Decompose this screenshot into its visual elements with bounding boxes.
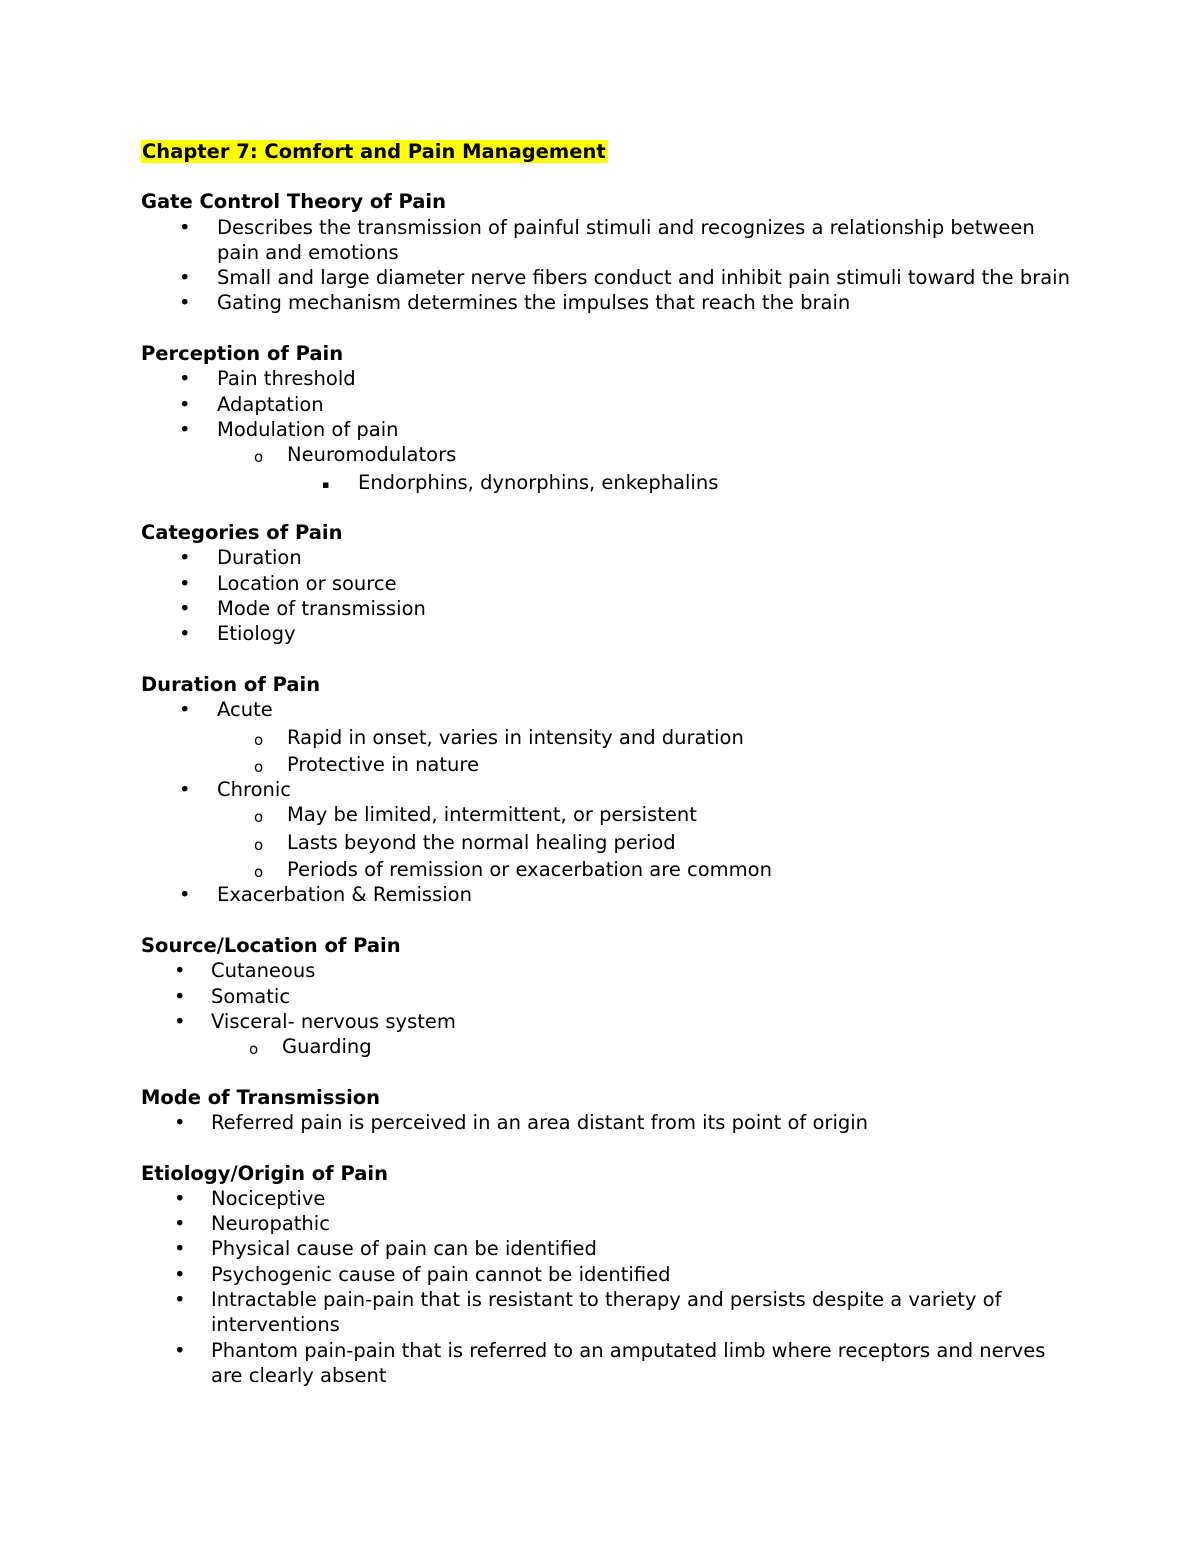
list-item	[141, 1009, 1071, 1034]
bullet-disc-icon: •	[179, 698, 191, 722]
bullet-circle-icon: o	[254, 863, 264, 882]
list-item-text: Psychogenic cause of pain cannot be identified	[211, 1262, 671, 1286]
list-item	[141, 697, 1071, 722]
bullet-disc-icon: •	[179, 622, 191, 646]
list-item	[141, 1236, 1071, 1261]
sub-list-item	[141, 857, 1071, 882]
list-item-text: Adaptation	[217, 392, 324, 416]
section-gate-control	[141, 189, 1071, 315]
section-duration	[141, 672, 1071, 908]
list-item-text: Duration	[217, 546, 302, 570]
list-item-text: Physical cause of pain can be identified	[211, 1237, 597, 1261]
sub-list-item	[141, 752, 1071, 777]
section-mode-transmission	[141, 1085, 1071, 1136]
section-heading: Mode of Transmission	[141, 1085, 381, 1109]
bullet-disc-icon: •	[179, 571, 191, 595]
sub-list-item	[141, 725, 1071, 750]
list-item-text: Referred pain is perceived in an area distant from its point of origin	[211, 1110, 869, 1134]
bullet-disc-icon: •	[179, 291, 191, 315]
list-item-text: Visceral- nervous system	[211, 1009, 456, 1033]
list-item	[141, 1338, 1071, 1389]
list-item-text: Protective in nature	[287, 752, 479, 776]
bullet-disc-icon: •	[179, 215, 191, 239]
bullet-disc-icon: •	[179, 597, 191, 621]
list-item-text: Cutaneous	[211, 959, 316, 983]
list-item-text: Endorphins, dynorphins, enkephalins	[358, 470, 719, 494]
list-item	[141, 958, 1071, 983]
bullet-circle-icon: o	[254, 835, 264, 854]
bullet-disc-icon: •	[174, 959, 186, 983]
bullet-square-icon: ▪	[322, 477, 330, 491]
list-item-text: Intractable pain-pain that is resistant to therapy and persists despite a variety of interventions	[211, 1288, 1002, 1337]
bullet-disc-icon: •	[179, 266, 191, 290]
list-item-text: Etiology	[217, 622, 296, 646]
list-item-text: Exacerbation & Remission	[217, 883, 472, 907]
bullet-disc-icon: •	[174, 984, 186, 1008]
list-item-text: Phantom pain-pain that is referred to an amputated limb where receptors and nerves are clearly absent	[211, 1338, 1046, 1387]
section-heading: Etiology/Origin of Pain	[141, 1161, 388, 1185]
list-item-text: Describes the transmission of painful stimuli and recognizes a relationship between pain and emotions	[217, 215, 1035, 264]
list-item	[141, 596, 1071, 621]
section-source-location	[141, 933, 1071, 1059]
sub-list-item	[141, 802, 1071, 827]
list-item-text: Acute	[217, 698, 273, 722]
list-item-text: Neuromodulators	[287, 443, 457, 467]
bullet-circle-icon: o	[254, 757, 264, 776]
list-item-text: Guarding	[282, 1035, 372, 1059]
sub-sub-list-item	[141, 470, 1071, 495]
list-item	[141, 777, 1071, 802]
bullet-disc-icon: •	[179, 546, 191, 570]
section-heading: Gate Control Theory of Pain	[141, 190, 446, 214]
list-item	[141, 392, 1071, 417]
list-item-text: May be limited, intermittent, or persistent	[287, 803, 697, 827]
bullet-disc-icon: •	[179, 883, 191, 907]
list-item	[141, 621, 1071, 646]
list-item-text: Mode of transmission	[217, 597, 426, 621]
section-categories	[141, 520, 1071, 646]
document-page	[141, 139, 1071, 1414]
list-item-text: Nociceptive	[211, 1186, 326, 1210]
bullet-disc-icon: •	[174, 1288, 186, 1312]
list-item-text: Gating mechanism determines the impulses that reach the brain	[217, 291, 851, 315]
list-item	[141, 571, 1071, 596]
list-item	[141, 215, 1071, 266]
section-etiology	[141, 1161, 1071, 1389]
bullet-disc-icon: •	[174, 1009, 186, 1033]
bullet-disc-icon: •	[174, 1212, 186, 1236]
sub-list-item	[141, 1034, 1071, 1059]
bullet-circle-icon: o	[254, 448, 264, 467]
bullet-circle-icon: o	[254, 730, 264, 749]
list-item	[141, 1262, 1071, 1287]
list-item-text: Modulation of pain	[217, 417, 399, 441]
bullet-disc-icon: •	[174, 1237, 186, 1261]
bullet-disc-icon: •	[179, 367, 191, 391]
list-item	[141, 1186, 1071, 1211]
list-item	[141, 545, 1071, 570]
list-item	[141, 290, 1071, 315]
bullet-circle-icon: o	[249, 1040, 259, 1059]
bullet-disc-icon: •	[174, 1110, 186, 1134]
bullet-disc-icon: •	[174, 1262, 186, 1286]
bullet-disc-icon: •	[179, 417, 191, 441]
list-item	[141, 265, 1071, 290]
list-item	[141, 417, 1071, 442]
list-item-text: Neuropathic	[211, 1212, 330, 1236]
list-item	[141, 1287, 1071, 1338]
list-item-text: Lasts beyond the normal healing period	[287, 830, 676, 854]
list-item-text: Small and large diameter nerve fibers conduct and inhibit pain stimuli toward the brain	[217, 266, 1070, 290]
section-heading: Perception of Pain	[141, 342, 344, 366]
list-item-text: Periods of remission or exacerbation are common	[287, 858, 772, 882]
bullet-circle-icon: o	[254, 808, 264, 827]
list-item-text: Somatic	[211, 984, 291, 1008]
list-item-text: Chronic	[217, 778, 291, 802]
bullet-disc-icon: •	[179, 392, 191, 416]
list-item	[141, 1211, 1071, 1236]
list-item	[141, 1110, 1071, 1135]
list-item	[141, 366, 1071, 391]
bullet-disc-icon: •	[174, 1186, 186, 1210]
sub-list-item	[141, 830, 1071, 855]
chapter-title: Chapter 7: Comfort and Pain Management	[142, 140, 606, 163]
section-perception	[141, 341, 1071, 495]
list-item-text: Pain threshold	[217, 367, 356, 391]
section-heading: Categories of Pain	[141, 521, 343, 545]
list-item-text: Rapid in onset, varies in intensity and duration	[287, 725, 744, 749]
list-item	[141, 882, 1071, 907]
section-heading: Source/Location of Pain	[141, 933, 401, 957]
list-item	[141, 984, 1071, 1009]
section-heading: Duration of Pain	[141, 672, 321, 696]
title-row	[141, 139, 1071, 164]
sub-list-item	[141, 442, 1071, 467]
list-item-text: Location or source	[217, 571, 397, 595]
bullet-disc-icon: •	[174, 1338, 186, 1362]
bullet-disc-icon: •	[179, 778, 191, 802]
